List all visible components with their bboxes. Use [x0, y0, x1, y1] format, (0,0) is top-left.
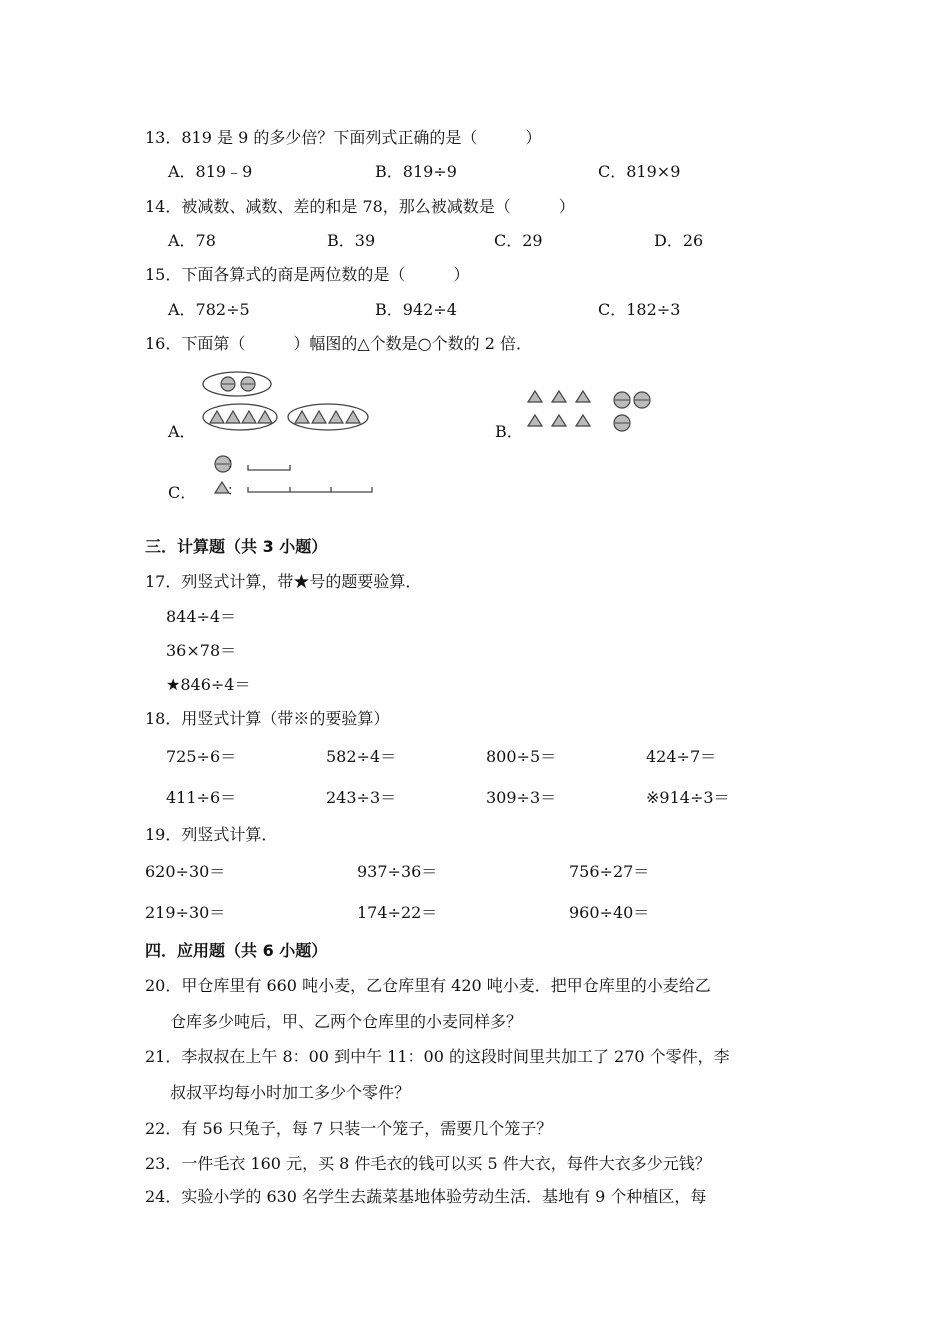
section-4-title: 四．应用题（共 6 小题）: [145, 941, 328, 960]
q19-item: 937÷36＝: [357, 862, 438, 881]
q20-line-2: 仓库多少吨后，甲、乙两个仓库里的小麦同样多？: [170, 1012, 523, 1031]
q19-stem: 19．列竖式计算．: [145, 825, 278, 844]
q14-stem: 14．被减数、减数、差的和是 78，那么被减数是（ ）: [145, 197, 575, 216]
q15-stem: 15．下面各算式的商是两位数的是（ ）: [145, 265, 470, 284]
q16-option-a-label: A．: [168, 422, 196, 441]
q14-option-a: A．78: [168, 231, 216, 250]
q19-item: 174÷22＝: [357, 903, 438, 922]
q18-item: 725÷6＝: [166, 747, 237, 766]
q13-option-b: B．819÷9: [375, 162, 457, 181]
q16-option-c-label: C．: [168, 483, 197, 502]
q13-option-c: C．819×9: [598, 162, 681, 181]
q16-figure-b: [526, 386, 656, 434]
q22-line-1: 22．有 56 只兔子，每 7 只装一个笼子，需要几个笼子？: [145, 1119, 553, 1138]
q18-item: 582÷4＝: [326, 747, 397, 766]
q16-figure-a: [200, 368, 375, 436]
q13-option-a: A．819﹣9: [168, 162, 253, 181]
q19-item: 756÷27＝: [569, 862, 650, 881]
q23-line-1: 23．一件毛衣 160 元，买 8 件毛衣的钱可以买 5 件大衣，每件大衣多少元钱？: [145, 1154, 711, 1173]
q17-item-2: 36×78＝: [166, 641, 237, 660]
q18-item: 424÷7＝: [646, 747, 717, 766]
q14-option-c: C．29: [494, 231, 543, 250]
q16-stem: 16．下面第（ ）幅图的△个数是○个数的 2 倍．: [145, 334, 532, 353]
q21-line-1: 21．李叔叔在上午 8：00 到中午 11：00 的这段时间里共加工了 270 个零件，李: [145, 1047, 730, 1066]
q21-line-2: 叔叔平均每小时加工多少个零件？: [170, 1083, 411, 1102]
q14-option-b: B．39: [327, 231, 376, 250]
q24-line-1: 24．实验小学的 630 名学生去蔬菜基地体验劳动生活．基地有 9 个种植区，每: [145, 1187, 707, 1206]
q16-option-b-label: B．: [495, 422, 523, 441]
q19-item: 219÷30＝: [145, 903, 226, 922]
q18-item: ※914÷3＝: [646, 788, 730, 807]
section-3-title: 三．计算题（共 3 小题）: [145, 537, 328, 556]
q18-item: 243÷3＝: [326, 788, 397, 807]
q16-c-circle-colon: ：: [227, 456, 241, 472]
q17-item-1: 844÷4＝: [166, 607, 237, 626]
q18-item: 309÷3＝: [486, 788, 557, 807]
q15-option-a: A．782÷5: [168, 300, 250, 319]
q19-item: 960÷40＝: [569, 903, 650, 922]
q18-stem: 18．用竖式计算（带※的要验算）: [145, 709, 390, 728]
q18-item: 800÷5＝: [486, 747, 557, 766]
q18-item: 411÷6＝: [166, 788, 237, 807]
q17-stem: 17．列竖式计算，带★号的题要验算．: [145, 572, 422, 591]
q14-option-d: D．26: [654, 231, 704, 250]
q13-stem: 13．819 是 9 的多少倍？下面列式正确的是（ ）: [145, 128, 542, 147]
q20-line-1: 20．甲仓库里有 660 吨小麦，乙仓库里有 420 吨小麦．把甲仓库里的小麦给乙: [145, 976, 711, 995]
q17-item-3: ★846÷4＝: [166, 675, 251, 694]
q15-option-c: C．182÷3: [598, 300, 681, 319]
q15-option-b: B．942÷4: [375, 300, 457, 319]
q19-item: 620÷30＝: [145, 862, 226, 881]
q16-c-triangle-colon: ：: [227, 483, 241, 499]
